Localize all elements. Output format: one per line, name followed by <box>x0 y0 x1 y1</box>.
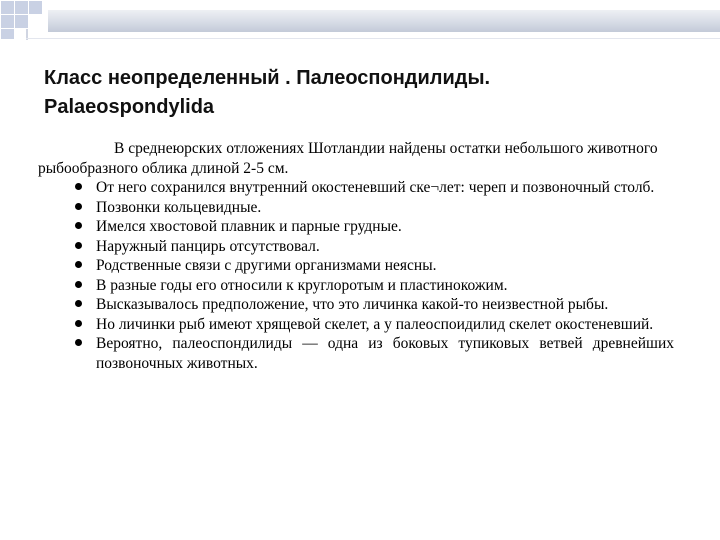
intro-paragraph: В среднеюрских отложениях Шотландии найдены остатки небольшого животного рыбообразного облика длиной 2-5 см. <box>38 140 658 177</box>
bullet-icon <box>75 320 82 327</box>
decor-square <box>28 0 43 15</box>
list-item <box>38 237 674 257</box>
list-item-text: Высказывалось предположение, что это личинка какой-то неизвестной рыбы. <box>96 296 609 313</box>
list-item-text: Наружный панцирь отсутствовал. <box>96 237 320 255</box>
list-item-text: Родственные связи с другими организмами неясны. <box>96 257 437 274</box>
list-item-text: Позвонки кольцевидные. <box>96 198 262 216</box>
bullet-icon <box>75 183 82 190</box>
slide-title-line-2: Palaeospondylida <box>44 96 215 118</box>
bullet-icon <box>75 281 82 288</box>
bullet-list <box>38 178 674 373</box>
slide-title-line-1: Класс неопределенный . Палеоспондилиды. <box>44 67 491 89</box>
header-decoration <box>0 0 720 40</box>
list-item-text: От него сохранился внутренний окостеневший ске¬лет: череп и позвоночный столб. <box>96 179 655 196</box>
slide-title <box>44 64 684 122</box>
slide-body <box>38 139 674 373</box>
list-item <box>38 256 674 276</box>
decor-square <box>0 0 15 15</box>
list-item <box>38 295 674 315</box>
header-divider-horizontal <box>26 38 720 39</box>
decor-square <box>0 28 15 40</box>
bullet-icon <box>75 261 82 268</box>
bullet-icon <box>75 203 82 210</box>
header-bar <box>48 10 720 32</box>
bullet-icon <box>75 300 82 307</box>
list-item <box>38 178 674 198</box>
list-item <box>38 276 674 296</box>
list-item-text: Вероятно, палеоспондилиды — одна из боковых тупиковых ветвей древнейших позвоночных животных. <box>96 335 674 372</box>
decor-square <box>14 0 29 15</box>
list-item-text: Но личинки рыб имеют хрящевой скелет, а у палеоспоидилид скелет окостеневший. <box>96 315 654 333</box>
bullet-icon <box>75 242 82 249</box>
bullet-icon <box>75 222 82 229</box>
list-item <box>38 217 674 237</box>
list-item <box>38 334 674 373</box>
list-item <box>38 198 674 218</box>
bullet-icon <box>75 339 82 346</box>
decor-square <box>0 14 15 29</box>
list-item <box>38 315 674 335</box>
list-item-text: Имелся хвостовой плавник и парные грудные. <box>96 218 402 235</box>
list-item-text: В разные годы его относили к круглоротым и пластинокожим. <box>96 276 508 294</box>
decor-square <box>14 14 29 29</box>
